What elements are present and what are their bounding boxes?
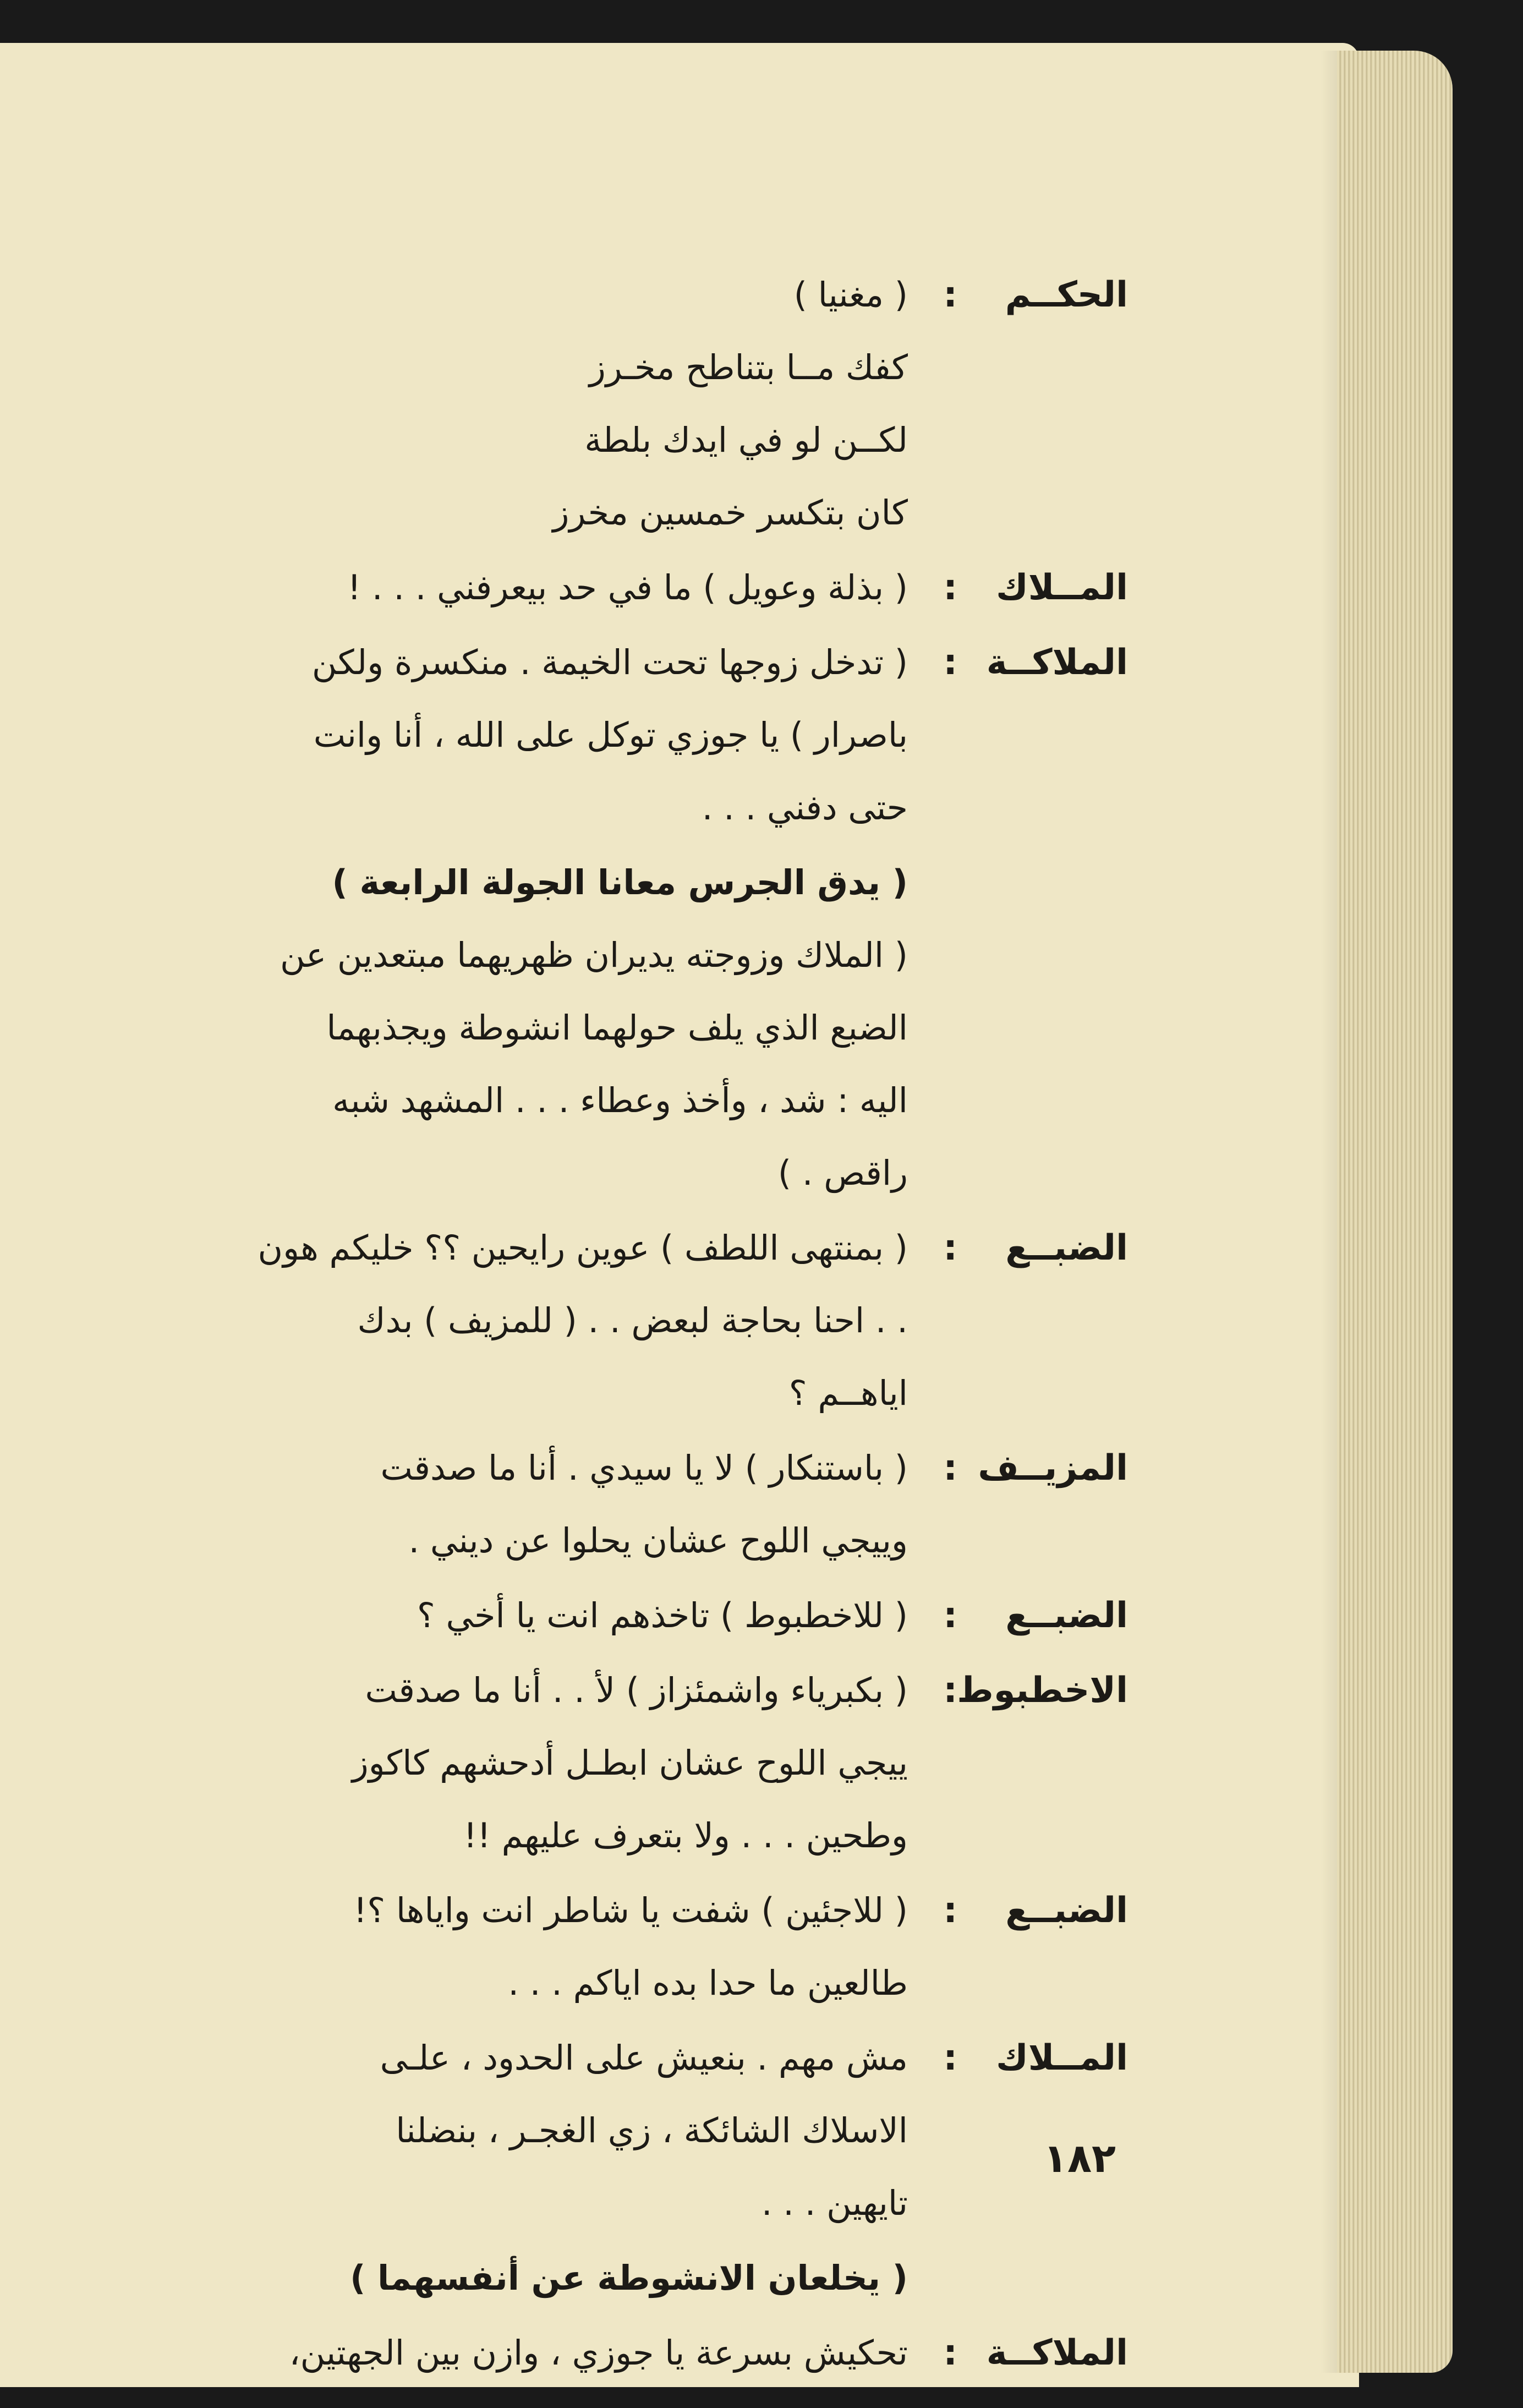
page-number: ١٨٢ xyxy=(1043,2135,1116,2181)
dialogue-entry xyxy=(105,551,1128,624)
dialogue-line: مش مهم . بنعيش على الحدود ، علـى xyxy=(380,2038,908,2078)
dialogue-line: ( بذلة وعويل ) ما في حد بيعرفني . . . ! xyxy=(347,567,908,608)
dialogue-line: ( بكبرياء واشمئزاز ) لأ . . أنا ما صدقت xyxy=(365,1670,908,1710)
dialogue-entry xyxy=(105,1874,1128,2020)
dialogue-line: ( بمنتهى اللطف ) عوين رايحين ؟؟ خليكم هون xyxy=(258,1228,908,1268)
speaker-colon: : xyxy=(943,275,957,315)
stage-direction-bold: ( يدق الجرس معانا الجولة الرابعة ) xyxy=(332,862,908,902)
stage-direction-line: الضبع الذي يلف حولهما انشوطة ويجذبهما xyxy=(326,1008,908,1048)
dialogue-entry xyxy=(105,1654,1128,1872)
speaker-name: المــلاك xyxy=(996,2038,1128,2078)
stage-direction xyxy=(105,846,1128,1210)
speaker-name: الاخطبوط xyxy=(957,1670,1128,1711)
dialogue-line: تحكيش بسرعة يا جوزي ، وازن بين الجهتين، xyxy=(289,2333,908,2373)
speaker-name: الحكــم xyxy=(1005,275,1128,315)
dialogue-entry xyxy=(105,2022,1128,2240)
dialogue-line: ( للاخطبوط ) تاخذهم انت يا أخي ؟ xyxy=(417,1595,908,1635)
speaker-colon: : xyxy=(943,2038,957,2078)
speaker-colon: : xyxy=(943,567,957,608)
dialogue-entry xyxy=(105,1212,1128,1430)
speaker-name: الملاكــة xyxy=(986,642,1128,683)
dialogue-line: لكــن لو في ايدك بلطة xyxy=(584,420,908,460)
dialogue-line: . . احنا بحاجة لبعض . . ( للمزيف ) بدك xyxy=(357,1300,908,1340)
dialogue-line: وطحين . . . ولا بتعرف عليهم !! xyxy=(463,1815,908,1856)
dialogue-line: ( باستنكار ) لا يا سيدي . أنا ما صدقت xyxy=(380,1448,908,1488)
stage-direction-bold: ( يخلعان الانشوطة عن أنفسهما ) xyxy=(350,2258,908,2298)
dialogue-line: وييجي اللوح عشان يحلوا عن ديني . xyxy=(408,1520,908,1561)
book-fore-edge xyxy=(1337,51,1453,2373)
speaker-colon: : xyxy=(943,1595,957,1636)
speaker-name: المــلاك xyxy=(996,567,1128,608)
dialogue-line: كان بتكسر خمسين مخرز xyxy=(552,492,908,533)
stage-direction-line: ( الملاك وزوجته يديران ظهريهما مبتعدين عن xyxy=(280,935,908,975)
dialogue-line: ( للاجئين ) شفت يا شاطر انت واياها ؟! xyxy=(353,1890,908,1930)
dialogue-entry xyxy=(105,626,1128,844)
speaker-name: المزيــف xyxy=(978,1448,1128,1488)
speaker-colon: : xyxy=(943,1228,957,1268)
speaker-name: الضبــع xyxy=(1005,1228,1128,1268)
speaker-colon: : xyxy=(943,1670,957,1711)
dialogue-line: كفك مــا بتناطح مخـرز xyxy=(589,347,908,387)
speaker-name: الملاكــة xyxy=(986,2333,1128,2373)
dialogue-line: الاسلاك الشائكة ، زي الغجـر ، بنضلنا xyxy=(396,2110,908,2150)
dialogue-line: ييجي اللوح عشان ابطـل أدحشهم كاكوز xyxy=(352,1743,908,1783)
dialogue-entry xyxy=(105,2317,1128,2389)
dialogue-line: اياهــم ؟ xyxy=(788,1373,908,1413)
stage-direction xyxy=(105,2242,1128,2314)
dialogue-line: ( مغنيا ) xyxy=(793,275,908,315)
speaker-name: الضبــع xyxy=(1005,1890,1128,1931)
stage-direction-line: راقص . ) xyxy=(777,1153,908,1193)
play-text xyxy=(105,259,1128,2391)
dialogue-line: حتى دفني . . . xyxy=(702,787,908,828)
dialogue-line: تايهين . . . xyxy=(761,2183,908,2223)
speaker-colon: : xyxy=(943,642,957,683)
dialogue-line: ( تدخل زوجها تحت الخيمة . منكسرة ولكن xyxy=(311,642,908,682)
dialogue-line: باصرار ) يا جوزي توكل على الله ، أنا وانت xyxy=(313,715,908,755)
speaker-name: الضبــع xyxy=(1005,1595,1128,1636)
speaker-colon: : xyxy=(943,1890,957,1931)
dialogue-entry xyxy=(105,1432,1128,1577)
dialogue-entry xyxy=(105,259,1128,549)
speaker-colon: : xyxy=(943,1448,957,1488)
stage-direction-line: اليه : شد ، وأخذ وعطاء . . . المشهد شبه xyxy=(332,1080,908,1120)
dialogue-entry xyxy=(105,1579,1128,1652)
speaker-colon: : xyxy=(943,2333,957,2373)
dialogue-line: طالعين ما حدا بده اياكم . . . xyxy=(508,1963,908,2003)
